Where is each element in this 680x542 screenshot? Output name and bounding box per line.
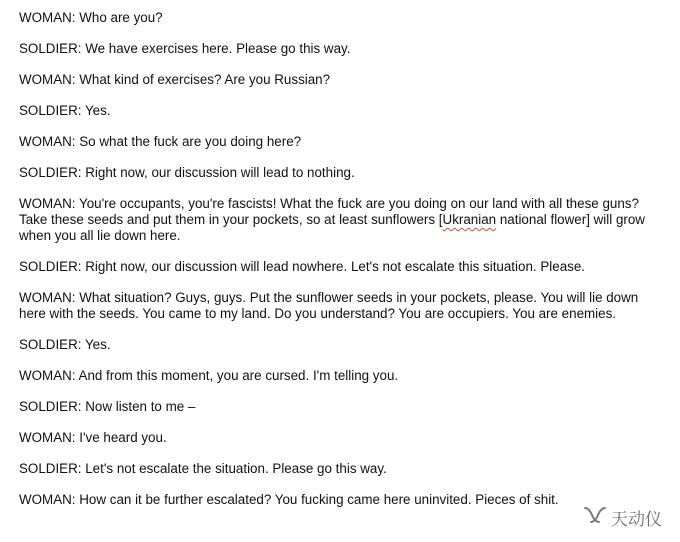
line-text: SOLDIER: Let's not escalate the situation. Please go this way. — [19, 461, 387, 476]
line-text: WOMAN: You're occupants, you're fascists! What the fuck are you doing on our land with all these guns? Take these seeds and put them in your pockets, so at least sunflowers [ — [19, 196, 639, 227]
transcript-line-13 — [19, 430, 659, 446]
transcript-line-1 — [19, 10, 659, 26]
transcript-line-10 — [19, 337, 659, 353]
transcript-line-15 — [19, 492, 659, 508]
transcript-line-4 — [19, 103, 659, 119]
line-text: WOMAN: And from this moment, you are cursed. I'm telling you. — [19, 368, 399, 383]
line-text: WOMAN: I've heard you. — [19, 430, 167, 445]
line-text: WOMAN: What kind of exercises? Are you Russian? — [19, 72, 331, 87]
line-text: SOLDIER: Yes. — [19, 337, 111, 352]
wechat-channel-icon — [583, 505, 607, 530]
transcript-line-8 — [19, 259, 659, 275]
line-text: WOMAN: Who are you? — [19, 10, 163, 25]
line-text: WOMAN: What situation? Guys, guys. Put the sunflower seeds in your pockets, please. You will lie down here with the seeds. You came to my land. Do you understand? You are occupiers. You are enemies. — [19, 290, 639, 321]
transcript-line-5 — [19, 134, 659, 150]
line-text: SOLDIER: Right now, our discussion will lead nowhere. Let's not escalate this situation. Please. — [19, 259, 586, 274]
line-text: SOLDIER: Yes. — [19, 103, 111, 118]
line-text: national flower] will grow when you all lie down here. — [19, 212, 645, 243]
line-text: SOLDIER: We have exercises here. Please go this way. — [19, 41, 351, 56]
line-text: SOLDIER: Right now, our discussion will lead to nothing. — [19, 165, 355, 180]
transcript-line-6 — [19, 165, 659, 181]
transcript-line-12 — [19, 399, 659, 415]
transcript-line-3 — [19, 72, 659, 88]
transcript-line-14 — [19, 461, 659, 477]
line-text: WOMAN: How can it be further escalated? You fucking came here uninvited. Pieces of shit. — [19, 492, 559, 507]
line-text: WOMAN: So what the fuck are you doing here? — [19, 134, 302, 149]
transcript-line-11 — [19, 368, 659, 384]
transcript-line-9 — [19, 290, 659, 322]
misspelled-word: Ukranian — [442, 212, 497, 227]
line-text: SOLDIER: Now listen to me – — [19, 399, 196, 414]
transcript-line-7 — [19, 196, 659, 244]
transcript-line-2 — [19, 41, 659, 57]
watermark-label: 天动仪 — [611, 510, 662, 530]
transcript-document — [19, 10, 659, 523]
watermark — [583, 505, 662, 530]
